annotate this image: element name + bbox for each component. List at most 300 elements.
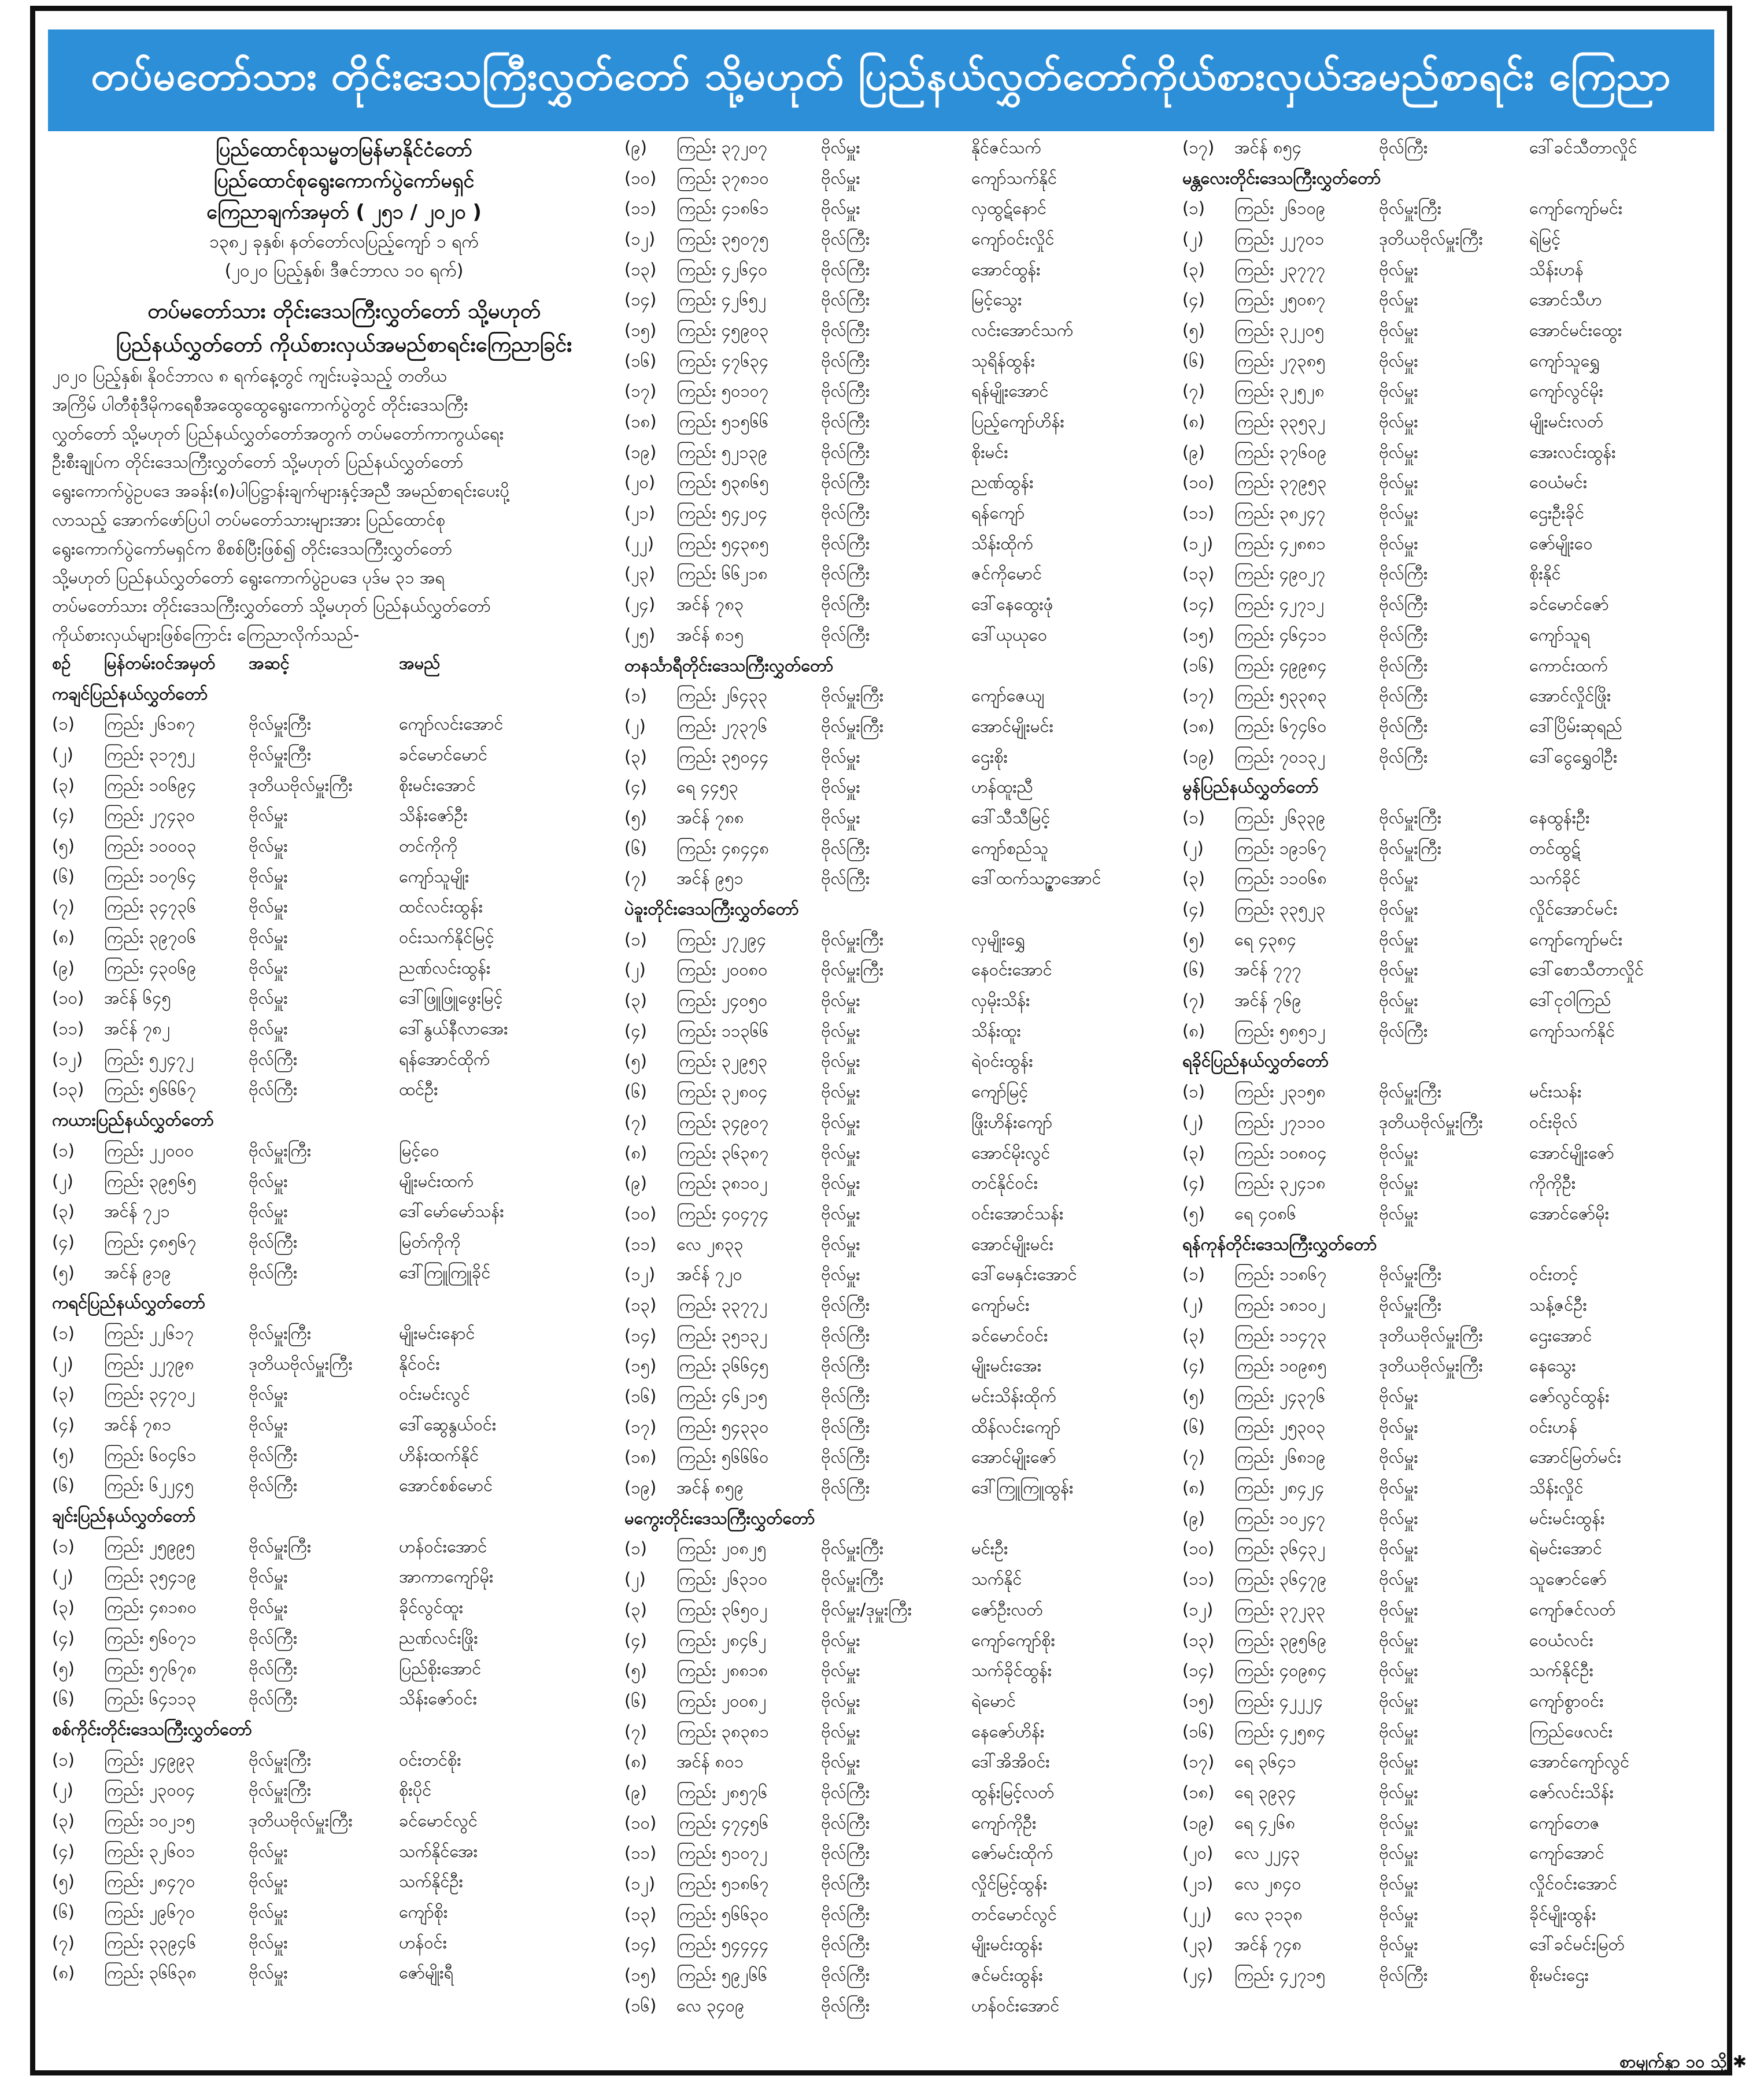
member-name: လှမိုးသိန်း bbox=[971, 990, 1030, 1011]
member-name: ရဲဝင်းထွန်း bbox=[971, 1051, 1033, 1071]
member-name: ပြည်စိုးအောင် bbox=[399, 1658, 482, 1678]
column-2 bbox=[624, 134, 1162, 2023]
serial-number: (၁) bbox=[1182, 807, 1205, 827]
table-row bbox=[1182, 743, 1714, 774]
member-name: သက်နိုင်ဦး bbox=[1529, 1660, 1593, 1681]
rank: ဗိုလ်မှူးကြီး bbox=[1379, 1264, 1442, 1285]
serial-number: (၄) bbox=[1182, 1173, 1205, 1193]
table-row bbox=[624, 1170, 1162, 1200]
member-name: ဝင်းသက်နိုင်မြင့် bbox=[399, 927, 494, 947]
member-name: ဒေါ်မော်မော်သန်း bbox=[399, 1201, 504, 1222]
serial-number: (၁၇) bbox=[624, 1416, 657, 1437]
table-row bbox=[1182, 835, 1714, 865]
rank: ဗိုလ်မှူး bbox=[821, 1234, 860, 1254]
service-number: ရေ ၄၂၆၈ bbox=[1234, 1812, 1296, 1833]
rank: ဗိုလ်ကြီး bbox=[1379, 624, 1428, 645]
serial-number: (၄) bbox=[624, 1630, 647, 1650]
paragraph-line: ရွေးကောက်ပွဲကော်မရှင်က စိစစ်ပြီးဖြစ်၍ တိုင်းဒေသကြီးလွှတ်တော် bbox=[52, 538, 453, 558]
service-number: ကြည်း ၃၇၆၀၉ bbox=[1234, 442, 1327, 462]
rank: ဗိုလ်ကြီး bbox=[1379, 716, 1428, 736]
table-row bbox=[624, 1444, 1162, 1475]
table-row bbox=[624, 774, 1162, 804]
header-rank: အဆင့် bbox=[249, 653, 290, 673]
table-row bbox=[52, 1960, 636, 1990]
service-number: အင်န် ၇၇၇ bbox=[1234, 960, 1301, 980]
service-number: ကြည်း ၄၉၀၂၇ bbox=[1234, 564, 1326, 584]
member-name: နိုင်ဝင်း bbox=[399, 1353, 440, 1374]
member-name: ထိန်လင်းကျော် bbox=[971, 1416, 1061, 1437]
member-name: သက်ခိုင် bbox=[1529, 868, 1581, 889]
service-number: ကြည်း ၂၈၄၂၄ bbox=[1234, 1478, 1325, 1498]
member-name: နေထွန်းဦး bbox=[1529, 807, 1590, 827]
member-name: ခင်မောင်ဝင်း bbox=[971, 1325, 1048, 1345]
serial-number: (၁၇) bbox=[1182, 1752, 1215, 1772]
serial-number: (၅) bbox=[624, 1660, 647, 1681]
service-number: အင်န် ၈၅၄ bbox=[1234, 137, 1302, 157]
rank: ဗိုလ်ကြီး bbox=[249, 1627, 298, 1648]
serial-number: (၁၁) bbox=[624, 1843, 657, 1863]
rank: ဗိုလ်ကြီး bbox=[1379, 137, 1428, 157]
member-name: တင်ထွဋ် bbox=[1529, 838, 1581, 858]
serial-number: (၄) bbox=[624, 1020, 647, 1041]
member-name: ဒေါ်စောသီတာလှိုင် bbox=[1529, 960, 1644, 980]
serial-number: (၁၅) bbox=[1182, 624, 1215, 645]
member-name: ဒေါ်ကြူကြူထွန်း bbox=[971, 1478, 1074, 1498]
section-heading: မကွေးတိုင်းဒေသကြီးလွှတ်တော် bbox=[624, 1508, 815, 1528]
rank: ဗိုလ်မှူး bbox=[249, 805, 288, 826]
rank: ဗိုလ်ကြီး bbox=[1379, 1965, 1428, 1985]
member-name: ဒေါ်သီသီမြင့် bbox=[971, 807, 1051, 827]
serial-number: (၃) bbox=[52, 1597, 75, 1618]
table-row bbox=[1182, 1444, 1714, 1475]
rank: ဗိုလ်မှူး bbox=[1379, 899, 1418, 919]
table-row bbox=[624, 165, 1162, 195]
table-row bbox=[52, 772, 636, 802]
member-name: သက်နိုင်ဦး bbox=[399, 1871, 463, 1892]
table-row bbox=[624, 195, 1162, 225]
member-name: ဝင်းအောင်သန်း bbox=[971, 1203, 1064, 1223]
service-number: ကြည်း ၄၇၆၃၄ bbox=[676, 350, 769, 371]
header-no: စဉ် bbox=[52, 653, 71, 673]
table-row bbox=[52, 1777, 636, 1807]
table-row bbox=[624, 804, 1162, 835]
serial-number: (၁၂) bbox=[624, 1874, 656, 1894]
member-name: ကျော်အောင် bbox=[1529, 1843, 1604, 1863]
rank: ဗိုလ်ကြီး bbox=[821, 1812, 870, 1833]
member-name: ခင်မောင်ဇော် bbox=[1529, 594, 1609, 615]
service-number: ကြည်း ၄၀၉၈၄ bbox=[1234, 1660, 1327, 1681]
serial-number: (၁၅) bbox=[624, 320, 657, 340]
rank: ဗိုလ်မှူး bbox=[1379, 1142, 1418, 1163]
service-number: ကြည်း ၃၇၉၅၃ bbox=[1234, 472, 1327, 493]
member-name: စိုးမင်း bbox=[971, 442, 1008, 462]
member-name: ကျော်သူရ bbox=[1529, 624, 1591, 645]
service-number: ကြည်း ၂၈၈၁၈ bbox=[676, 1660, 768, 1681]
serial-number: (၅) bbox=[1182, 320, 1205, 340]
rank: ဗိုလ်မှူး bbox=[249, 927, 288, 947]
table-row bbox=[52, 1229, 636, 1259]
member-name: မျိုးမင်းထက် bbox=[399, 1171, 474, 1191]
table-row bbox=[624, 1139, 1162, 1170]
paragraph-line: ဦးစီးချုပ်က တိုင်းဒေသကြီးလွှတ်တော် သို့မဟုတ် ပြည်နယ်လွှတ်တော် bbox=[52, 452, 464, 472]
service-number: ကြည်း ၂၄၃၇၆ bbox=[1234, 1386, 1326, 1407]
member-name: ဒေါ်နွယ်နီလာအေး bbox=[399, 1019, 508, 1039]
serial-number: (၁၄) bbox=[624, 1934, 657, 1955]
service-number: ကြည်း ၅၃၈၆၅ bbox=[676, 472, 769, 493]
service-number: ကြည်း ၅၁၈၆၇ bbox=[676, 1874, 769, 1894]
serial-number: (၁၈) bbox=[624, 1447, 657, 1467]
table-row bbox=[52, 741, 636, 772]
member-name: တင်ကိုကို bbox=[399, 835, 458, 856]
serial-number: (၂) bbox=[52, 744, 73, 764]
table-row bbox=[624, 1414, 1162, 1444]
serial-number: (၃) bbox=[624, 746, 647, 767]
member-name: ကျော်ကျော်မင်း bbox=[1529, 198, 1623, 219]
table-row bbox=[624, 347, 1162, 378]
member-name: နေဝင်းအောင် bbox=[971, 960, 1052, 980]
rank: ဗိုလ်မှူး bbox=[249, 1201, 288, 1222]
member-name: သိန်းဇော်ဝင်း bbox=[399, 1689, 478, 1709]
serial-number: (၅) bbox=[52, 835, 75, 856]
serial-number: (၈) bbox=[52, 927, 75, 947]
service-number: ကြည်း ၄၂၇၁၂ bbox=[1234, 594, 1325, 615]
serial-number: (၁) bbox=[52, 1140, 75, 1160]
member-name: အေးလင်းထွန်း bbox=[1529, 442, 1616, 462]
table-row bbox=[624, 835, 1162, 865]
rank: ဗိုလ်မှူး bbox=[1379, 1447, 1418, 1467]
table-row bbox=[1182, 378, 1714, 409]
service-number: ကြည်း ၄၈၁၈၀ bbox=[104, 1597, 197, 1618]
service-number: ကြည်း ၅၆၆၆၇ bbox=[104, 1079, 197, 1100]
member-name: စိုးနိုင် bbox=[1529, 564, 1561, 584]
serial-number: (၉) bbox=[52, 957, 75, 978]
member-name: အောင်သီဟ bbox=[1529, 290, 1602, 310]
table-row bbox=[52, 1442, 636, 1472]
member-name: သက်နိုင် bbox=[971, 1569, 1022, 1589]
member-name: ပြည့်ကျော်ဟိန်း bbox=[971, 412, 1064, 432]
serial-number: (၃) bbox=[624, 990, 647, 1011]
service-number: ကြည်း ၂၇၁၁၀ bbox=[1234, 1112, 1326, 1132]
rank: ဗိုလ်ကြီး bbox=[821, 1478, 870, 1498]
service-number: ကြည်း ၁၀၂၄၇ bbox=[1234, 1508, 1326, 1528]
serial-number: (၁၀) bbox=[624, 1812, 657, 1833]
member-name: ဒေါ်နေထွေးဖုံ bbox=[971, 594, 1053, 615]
member-name: တင်နိုင်ဝင်း bbox=[971, 1173, 1038, 1193]
paragraph-line: လာသည့် အောက်ဖော်ပြပါ တပ်မတော်သားများအား ပြည်ထောင်စု bbox=[52, 509, 446, 530]
member-name: အောင်မျိုးမင်း bbox=[971, 716, 1053, 736]
service-number: ကြည်း ၂၀၀၈၀ bbox=[676, 960, 768, 980]
rank: ဗိုလ်မှူး bbox=[249, 1171, 288, 1191]
rank: ဗိုလ်မှူး bbox=[1379, 442, 1418, 462]
table-row bbox=[624, 1657, 1162, 1688]
section-heading: စစ်ကိုင်းတိုင်းဒေသကြီးလွှတ်တော် bbox=[52, 1719, 252, 1739]
service-number: ကြည်း ၃၅၁၃၂ bbox=[676, 1325, 768, 1345]
service-number: ကြည်း ၄၇၄၅၆ bbox=[676, 1812, 769, 1833]
service-number: ကြည်း ၃၂၄၁၈ bbox=[1234, 1173, 1326, 1193]
rank: ဗိုလ်မှူး bbox=[1379, 1934, 1418, 1955]
table-row bbox=[1182, 1840, 1714, 1871]
service-number: ကြည်း ၂၆၃၁၀ bbox=[676, 1569, 768, 1589]
rank: ဗိုလ်မှူး bbox=[249, 1415, 288, 1434]
table-row bbox=[1182, 225, 1714, 256]
rank: ဗိုလ်ကြီး bbox=[821, 442, 870, 462]
serial-number: (၁၉) bbox=[624, 1478, 657, 1498]
serial-number: (၂) bbox=[1182, 1294, 1204, 1315]
rank: ဗိုလ်မှူးကြီး bbox=[821, 1569, 884, 1589]
table-row bbox=[52, 1564, 636, 1594]
serial-number: (၃) bbox=[624, 1599, 647, 1619]
table-row bbox=[1182, 1261, 1714, 1292]
table-row bbox=[624, 1200, 1162, 1231]
table-row bbox=[624, 439, 1162, 469]
service-number: ကြည်း ၅၁၅၆၆ bbox=[676, 412, 769, 432]
table-row bbox=[1182, 1657, 1714, 1688]
serial-number: (၁၁) bbox=[1182, 1569, 1215, 1589]
service-number: ကြည်း ၂၂၇၀၁ bbox=[1234, 228, 1325, 249]
rank: ဗိုလ်ကြီး bbox=[821, 1356, 870, 1376]
serial-number: (၇) bbox=[1182, 990, 1205, 1011]
table-row bbox=[1182, 1870, 1714, 1901]
table-row bbox=[624, 1688, 1162, 1718]
service-number: ကြည်း ၃၈၂၄၇ bbox=[1234, 503, 1326, 523]
member-name: ကိုကိုဦး bbox=[1529, 1173, 1576, 1193]
member-name: ရဲမင်းအောင် bbox=[1529, 1538, 1602, 1559]
service-number: ကြည်း ၃၂၆၀၁ bbox=[104, 1841, 195, 1861]
service-number: ကြည်း ၂၀၀၈၂ bbox=[676, 1690, 767, 1711]
service-number: ကြည်း ၃၅၀၄၄ bbox=[676, 746, 769, 767]
member-name: အောင်မျိုးဇော် bbox=[1529, 1142, 1614, 1163]
rank: ဗိုလ်မှူး bbox=[821, 1142, 860, 1163]
service-number: ကြည်း ၂၇၂၉၄ bbox=[676, 929, 767, 949]
table-row bbox=[1182, 500, 1714, 530]
service-number: ကြည်း ၄၀၄၇၄ bbox=[676, 1203, 769, 1223]
rank: ဗိုလ်ကြီး bbox=[821, 1325, 870, 1345]
member-name: လှထွဋ်နောင် bbox=[971, 198, 1047, 219]
service-number: ကြည်း ၃၆၄၇၉ bbox=[1234, 1569, 1327, 1589]
member-name: တင်မောင်လွင် bbox=[971, 1904, 1057, 1924]
member-name: ဝေယံမင်း bbox=[1529, 472, 1588, 493]
service-number: အင်န် ၇၈၂ bbox=[104, 1019, 171, 1039]
service-number: အင်န် ၇၂၀ bbox=[676, 1264, 742, 1285]
member-name: မျိုးမင်းထွန်း bbox=[971, 1934, 1043, 1955]
section-heading: တနင်္သာရီတိုင်းဒေသကြီးလွှတ်တော် bbox=[624, 655, 834, 675]
column-3 bbox=[1182, 134, 1714, 1992]
serial-number: (၁၆) bbox=[624, 1386, 657, 1407]
service-number: ကြည်း ၁၁၀၆၈ bbox=[1234, 868, 1327, 889]
table-row bbox=[52, 1259, 636, 1290]
service-number: ကြည်း ၃၉၅၆၉ bbox=[1234, 1630, 1327, 1650]
table-row bbox=[1182, 1779, 1714, 1810]
serial-number: (၁၈) bbox=[1182, 1782, 1215, 1802]
member-name: မြင့်ဝေ bbox=[399, 1140, 439, 1160]
rank: ဗိုလ်မှူး bbox=[1379, 1508, 1418, 1528]
rank: ဗိုလ်မှူး bbox=[1379, 259, 1418, 279]
rank: ဗိုလ်မှူး bbox=[821, 777, 860, 797]
service-number: ကြည်း ၅၇၆၇၈ bbox=[104, 1658, 197, 1678]
member-name: လှိုင်မြင့်ထွန်း bbox=[971, 1874, 1048, 1894]
notice-title-line-1: တပ်မတော်သား တိုင်းဒေသကြီးလွှတ်တော် သို့မဟုတ် bbox=[147, 299, 541, 323]
serial-number: (၆) bbox=[624, 1082, 647, 1102]
service-number: ကြည်း ၂၄၀၅၀ bbox=[676, 990, 768, 1011]
serial-number: (၂၂) bbox=[624, 533, 654, 553]
serial-number: (၁၆) bbox=[1182, 1721, 1215, 1741]
serial-number: (၂) bbox=[624, 1569, 646, 1589]
service-number: ကြည်း ၅၄၃၈၅ bbox=[676, 533, 769, 553]
serial-number: (၅) bbox=[624, 1051, 647, 1071]
service-number: လေ ၂၈၄၀ bbox=[1234, 1874, 1301, 1894]
section-heading: မန္တလေးတိုင်းဒေသကြီးလွှတ်တော် bbox=[1182, 168, 1381, 188]
rank: ဗိုလ်ကြီး bbox=[821, 290, 870, 310]
service-number: ကြည်း ၂၇၄၃၀ bbox=[104, 805, 195, 826]
rank: ဗိုလ်ကြီး bbox=[1379, 594, 1428, 615]
paragraph-line: လွှတ်တော် သို့မဟုတ် ပြည်နယ်လွှတ်တော်အတွက် တပ်မတော်ကာကွယ်ရေး bbox=[52, 423, 504, 443]
table-row bbox=[1182, 469, 1714, 500]
service-number: ရေ ၄၄၅၃ bbox=[676, 777, 738, 797]
service-number: ကြည်း ၂၉၆၇၀ bbox=[104, 1902, 195, 1922]
rank: ဗိုလ်မှူး bbox=[249, 957, 288, 978]
rank: ဗိုလ်ကြီး bbox=[821, 1904, 870, 1924]
rank: ဒုတိယဗိုလ်မှူးကြီး bbox=[1379, 1325, 1483, 1345]
table-row bbox=[1182, 621, 1714, 652]
member-name: ကျော်ကျော်မင်း bbox=[1529, 929, 1623, 949]
service-number: ကြည်း ၃၇၂၃၃ bbox=[1234, 1599, 1326, 1619]
serial-number: (၁၃) bbox=[52, 1079, 84, 1100]
table-row bbox=[52, 1381, 636, 1411]
rank: ဗိုလ်ကြီး bbox=[1379, 1020, 1428, 1041]
table-row bbox=[624, 1322, 1162, 1353]
member-name: ခင်မောင်လွင် bbox=[399, 1810, 478, 1830]
serial-number: (၇) bbox=[52, 897, 75, 917]
serial-number: (၄) bbox=[1182, 899, 1205, 919]
member-name: ကျော်စည်သူ bbox=[971, 838, 1049, 858]
service-number: ကြည်း ၃၄၇၀၂ bbox=[104, 1384, 195, 1404]
service-number: ကြည်း ၅၄၄၄၄ bbox=[676, 1934, 769, 1955]
table-row bbox=[1182, 1414, 1714, 1444]
rank: ဗိုလ်ကြီး bbox=[249, 1445, 298, 1465]
table-row bbox=[1182, 1078, 1714, 1109]
service-number: ကြည်း ၅၆၆၃၀ bbox=[676, 1904, 769, 1924]
paragraph-line: ၂၀၂၀ ပြည့်နှစ်၊ နိုဝင်ဘာလ ၈ ရက်နေ့တွင် ကျင်းပခဲ့သည့် တတိယ bbox=[52, 366, 447, 386]
table-row bbox=[1182, 1018, 1714, 1048]
member-name: သက်နိုင်အေး bbox=[399, 1841, 478, 1861]
rank: ဗိုလ်ကြီး bbox=[821, 259, 870, 279]
rank: ဗိုလ်ကြီး bbox=[821, 412, 870, 432]
rank: ဗိုလ်ကြီး bbox=[249, 1658, 298, 1678]
member-name: ဟန်ဝင်းအောင် bbox=[971, 1995, 1060, 2015]
serial-number: (၁၅) bbox=[624, 1965, 657, 1985]
service-number: ကြည်း ၃၆၆၃၈ bbox=[104, 1963, 197, 1983]
table-row bbox=[624, 1596, 1162, 1627]
table-row bbox=[52, 985, 636, 1016]
member-name: အောင်လှိုင်ဖြိုး bbox=[1529, 686, 1611, 706]
table-row bbox=[624, 378, 1162, 409]
service-number: ကြည်း ၂၈၄၇၀ bbox=[104, 1871, 195, 1892]
serial-number: (၅) bbox=[1182, 1386, 1205, 1407]
serial-number: (၂) bbox=[52, 1567, 73, 1587]
date-myanmar: ၁၃၈၂ ခုနှစ်၊ နတ်တော်လပြည့်ကျော် ၁ ရက် bbox=[209, 232, 479, 252]
member-name: မြတ်ကိုကို bbox=[399, 1231, 461, 1252]
rank: ဗိုလ်မှူး bbox=[1379, 350, 1418, 371]
member-name: ကျော်တေဇ bbox=[1529, 1812, 1600, 1833]
rank: ဗိုလ်မှူး bbox=[1379, 1173, 1418, 1193]
member-name: ကောင်းထက် bbox=[1529, 655, 1608, 675]
rank: ဗိုလ်မှူးကြီး bbox=[1379, 198, 1442, 219]
service-number: ကြည်း ၆၄၁၁၃ bbox=[104, 1689, 197, 1709]
member-name: ဟန်ဝင်း bbox=[399, 1932, 448, 1952]
serial-number: (၁၆) bbox=[1182, 655, 1215, 675]
member-name: စိုးပိုင် bbox=[399, 1780, 432, 1800]
table-row bbox=[624, 1810, 1162, 1840]
member-name: ဟိန်းထက်နိုင် bbox=[399, 1445, 479, 1465]
serial-number: (၁၇) bbox=[1182, 686, 1215, 706]
member-name: အောင်မျိုးဇော် bbox=[971, 1447, 1056, 1467]
table-row bbox=[1182, 865, 1714, 896]
table-row bbox=[1182, 1322, 1714, 1353]
rank: ဗိုလ်ကြီး bbox=[821, 228, 870, 249]
service-number: ကြည်း ၃၈၃၈၁ bbox=[676, 1721, 769, 1741]
member-name: ဒေါ်မေနှင်းအောင် bbox=[971, 1264, 1077, 1285]
serial-number: (၄) bbox=[52, 1627, 75, 1648]
table-row bbox=[1182, 1627, 1714, 1657]
member-name: ညဏ်ထွန်း bbox=[971, 472, 1034, 493]
serial-number: (၈) bbox=[1182, 1020, 1205, 1041]
serial-number: (၃) bbox=[52, 1384, 75, 1404]
service-number: ကြည်း ၄၂၆၅၂ bbox=[676, 290, 767, 310]
member-name: ဌေးဦးခိုင် bbox=[1529, 503, 1585, 523]
rank: ဗိုလ်မှူး bbox=[1379, 533, 1418, 553]
member-name: ကျော်ဇင်လတ် bbox=[1529, 1599, 1616, 1619]
rank: ဗိုလ်မှူး bbox=[821, 1051, 860, 1071]
table-row bbox=[1182, 987, 1714, 1018]
table-row bbox=[1182, 1353, 1714, 1383]
member-name: စိုးမင်းဌေး bbox=[1529, 1965, 1589, 1985]
member-name: အောင်ဇော်မိုး bbox=[1529, 1203, 1610, 1223]
service-number: အင်န် ၉၁၉ bbox=[104, 1262, 171, 1282]
member-name: ကျော်ကိုဦး bbox=[971, 1812, 1037, 1833]
serial-number: (၂) bbox=[624, 960, 646, 980]
rank: ဒုတိယဗိုလ်မှူးကြီး bbox=[249, 1353, 353, 1374]
member-name: ဒေါ်အိအိဝင်း bbox=[971, 1752, 1050, 1772]
member-name: အောင်ထွန်း bbox=[971, 259, 1041, 279]
rank: ဗိုလ်ကြီး bbox=[249, 1049, 298, 1069]
member-name: ကြည်ဖေလင်း bbox=[1529, 1721, 1613, 1741]
rank: ဗိုလ်မှူး bbox=[1379, 868, 1418, 889]
table-row bbox=[624, 1748, 1162, 1779]
table-row bbox=[1182, 1566, 1714, 1596]
table-row bbox=[624, 1109, 1162, 1139]
section-heading: ကယားပြည်နယ်လွှတ်တော် bbox=[52, 1110, 214, 1130]
rank: ဒုတိယဗိုလ်မှူးကြီး bbox=[1379, 1112, 1483, 1132]
table-row bbox=[52, 833, 636, 863]
serial-number: (၁၀) bbox=[624, 1203, 657, 1223]
rank: ဗိုလ်မှူး bbox=[1379, 1599, 1418, 1619]
table-row bbox=[624, 743, 1162, 774]
table-row bbox=[1182, 1536, 1714, 1566]
table-row bbox=[1182, 682, 1714, 713]
service-number: ကြည်း ၄၁၈၆၁ bbox=[676, 198, 769, 219]
member-name: ညဏ်လင်းထွန်း bbox=[399, 957, 491, 978]
serial-number: (၇) bbox=[1182, 381, 1205, 401]
rank: ဗိုလ်ကြီး bbox=[249, 1231, 298, 1252]
member-name: ဒေါ်ခင်မင်းမြတ် bbox=[1529, 1934, 1625, 1955]
member-name: မင်းသန်း bbox=[1529, 1082, 1582, 1102]
rank: ဗိုလ်မှူး bbox=[1379, 1752, 1418, 1772]
serial-number: (၁၁) bbox=[1182, 503, 1215, 523]
table-row bbox=[52, 1411, 636, 1442]
serial-number: (၁၂) bbox=[1182, 533, 1214, 553]
member-name: ဒေါ်ယုယုဝေ bbox=[971, 624, 1048, 645]
member-name: ဇင်ကိုမောင် bbox=[971, 564, 1042, 584]
